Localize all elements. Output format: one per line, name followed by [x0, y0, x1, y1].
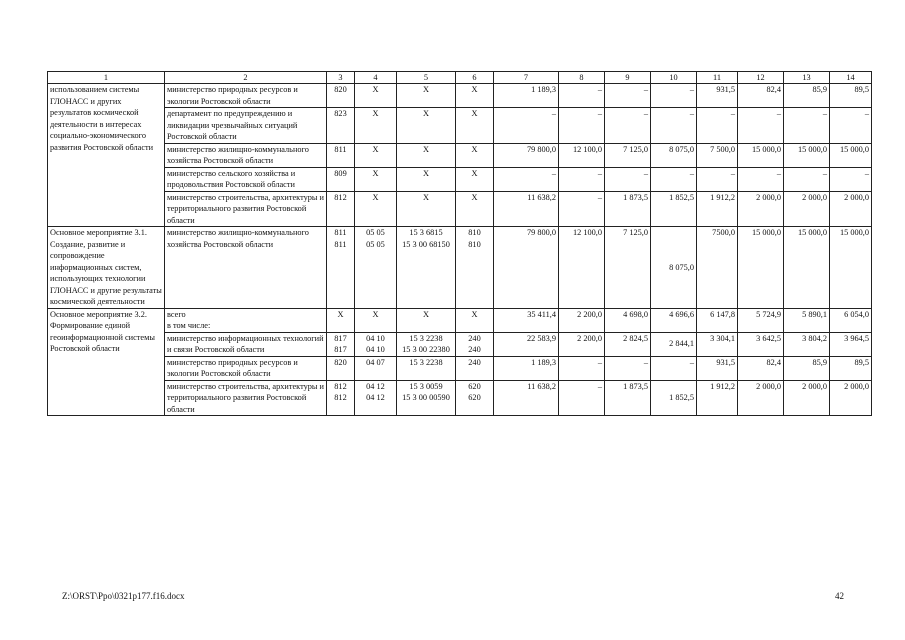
cell-line: 05 05	[366, 228, 385, 237]
col-num: 13	[784, 72, 830, 84]
amount-cell: 3 642,5	[738, 332, 784, 356]
amount-cell: 15 000,0	[738, 227, 784, 309]
amount-cell: 1 873,5	[605, 191, 651, 227]
page-number: 42	[835, 591, 844, 601]
code-cell: 812	[327, 191, 355, 227]
amount-cell: 85,9	[784, 84, 830, 108]
amount-cell: 1 852,5	[651, 191, 697, 227]
amount-cell: –	[559, 191, 605, 227]
cell-line: 620	[468, 393, 481, 402]
code-cell: 809	[327, 167, 355, 191]
amount-cell: 11 638,2	[494, 191, 559, 227]
amount-cell: 7 125,0	[605, 227, 651, 309]
amount-cell: 79 800,0	[494, 143, 559, 167]
table-row	[48, 167, 872, 191]
table-row	[48, 143, 872, 167]
amount-cell: –	[651, 167, 697, 191]
col-num: 7	[494, 72, 559, 84]
code-cell: Х	[397, 167, 456, 191]
amount-cell: –	[605, 356, 651, 380]
col-num: 14	[830, 72, 872, 84]
cell-line: 817	[334, 345, 347, 354]
cell-line: 240	[468, 345, 481, 354]
col-num: 5	[397, 72, 456, 84]
code-cell: Х	[456, 308, 494, 332]
amount-cell: –	[559, 108, 605, 144]
amount-cell: 5 724,9	[738, 308, 784, 332]
col-num: 8	[559, 72, 605, 84]
cell-line: 812	[334, 381, 347, 391]
code-cell: Х	[397, 143, 456, 167]
cell-line: 15 3 6815	[409, 228, 443, 237]
cell-line: 15 3 00 68150	[402, 239, 450, 249]
agency-cell: министерство строительства, архитектуры и территориального развития Ростовской области	[165, 380, 327, 416]
table-row	[48, 356, 872, 380]
table-row	[48, 332, 872, 356]
cell-line: 15 3 00 22380	[402, 345, 450, 354]
event-name-cell: Основное мероприятие 3.1. Создание, развитие и сопровождение информационных систем, использующих технологии ГЛОНАСС и другие результаты космической деятельности	[48, 227, 165, 309]
code-cell: 04 07	[355, 356, 397, 380]
amount-cell: 4 696,6	[651, 308, 697, 332]
col-num: 9	[605, 72, 651, 84]
amount-cell: –	[605, 84, 651, 108]
amount-cell: 8 075,0	[651, 143, 697, 167]
cell-line: 812	[334, 393, 347, 402]
amount-cell: –	[830, 108, 872, 144]
code-cell: Х	[397, 108, 456, 144]
code-cell: Х	[397, 191, 456, 227]
agency-cell: министерство жилищно-коммунального хозяйства Ростовской области	[165, 143, 327, 167]
amount-cell: 2 000,0	[738, 191, 784, 227]
code-cell	[397, 227, 456, 309]
col-num: 12	[738, 72, 784, 84]
agency-cell: министерство жилищно-коммунального хозяйства Ростовской области	[165, 227, 327, 309]
amount-cell: 3 964,5	[830, 332, 872, 356]
table-row	[48, 84, 872, 108]
amount-cell: 931,5	[697, 84, 738, 108]
agency-line: всего	[167, 309, 186, 319]
amount-cell: 1 873,5	[605, 380, 651, 416]
amount-cell: 6 147,8	[697, 308, 738, 332]
code-cell	[456, 227, 494, 309]
amount-cell: 2 200,0	[559, 332, 605, 356]
code-cell	[355, 332, 397, 356]
agency-cell: министерство природных ресурсов и экологии Ростовской области	[165, 84, 327, 108]
amount-cell: 15 000,0	[784, 227, 830, 309]
amount-cell: 931,5	[697, 356, 738, 380]
table-row	[48, 191, 872, 227]
amount-cell: 7 125,0	[605, 143, 651, 167]
cell-line: 15 3 0059	[409, 381, 443, 391]
agency-cell: департамент по предупреждению и ликвидации чрезвычайных ситуаций Ростовской области	[165, 108, 327, 144]
cell-line: 04 12	[366, 381, 385, 391]
amount-cell: 2 000,0	[784, 191, 830, 227]
code-cell: 823	[327, 108, 355, 144]
amount-cell: –	[784, 108, 830, 144]
agency-cell: министерство природных ресурсов и экологии Ростовской области	[165, 356, 327, 380]
code-cell	[355, 227, 397, 309]
amount-cell: –	[651, 108, 697, 144]
amount-cell: 22 583,9	[494, 332, 559, 356]
code-cell: Х	[355, 167, 397, 191]
amount-cell: 2 000,0	[738, 380, 784, 416]
amount-cell: 2 844,1	[651, 332, 697, 356]
cell-line: 04 10	[366, 333, 385, 343]
table-row	[48, 227, 872, 309]
amount-cell: 1 189,3	[494, 356, 559, 380]
cell-line: 810	[468, 228, 481, 237]
amount-cell: 8 075,0	[651, 227, 697, 309]
table-row	[48, 108, 872, 144]
code-cell: 811	[327, 143, 355, 167]
code-cell: Х	[456, 143, 494, 167]
amount-cell: 1 912,2	[697, 191, 738, 227]
amount-cell: 2 000,0	[830, 380, 872, 416]
table-row	[48, 308, 872, 332]
cell-line: 620	[468, 381, 481, 391]
code-cell: 820	[327, 84, 355, 108]
amount-cell: –	[738, 108, 784, 144]
amount-cell: 15 000,0	[830, 143, 872, 167]
amount-cell: –	[697, 108, 738, 144]
cell-line: 240	[468, 333, 481, 343]
amount-cell: 79 800,0	[494, 227, 559, 309]
amount-cell: 1 189,3	[494, 84, 559, 108]
code-cell: Х	[397, 84, 456, 108]
amount-cell: –	[651, 356, 697, 380]
amount-cell: 1 852,5	[651, 380, 697, 416]
col-num: 1	[48, 72, 165, 84]
amount-cell: 15 000,0	[830, 227, 872, 309]
code-cell: 240	[456, 356, 494, 380]
amount-cell: 2 200,0	[559, 308, 605, 332]
amount-cell: 2 000,0	[830, 191, 872, 227]
event-name-cell: Основное мероприятие 3.2. Формирование единой геоинформационной системы Ростовской области	[48, 308, 165, 416]
amount-cell: 7 500,0	[697, 143, 738, 167]
amount-cell: –	[559, 380, 605, 416]
amount-cell: –	[494, 167, 559, 191]
amount-cell: –	[494, 108, 559, 144]
code-cell: Х	[355, 191, 397, 227]
amount-cell: 2 000,0	[784, 380, 830, 416]
code-cell: Х	[456, 191, 494, 227]
code-cell	[456, 332, 494, 356]
cell-line: 810	[468, 239, 481, 249]
cell-line: 15 3 00 00590	[402, 393, 450, 402]
code-cell	[327, 227, 355, 309]
amount-cell: 4 698,0	[605, 308, 651, 332]
amount-cell: 2 824,5	[605, 332, 651, 356]
amount-cell: 11 638,2	[494, 380, 559, 416]
amount-cell: –	[605, 108, 651, 144]
table-row	[48, 380, 872, 416]
amount-cell: 15 000,0	[784, 143, 830, 167]
code-cell: Х	[355, 143, 397, 167]
amount-cell: –	[697, 167, 738, 191]
agency-line: в том числе:	[167, 321, 211, 330]
cell-line: 05 05	[366, 239, 385, 249]
amount-cell: 12 100,0	[559, 227, 605, 309]
cell-line: 04 10	[366, 345, 385, 354]
amount-cell: –	[605, 167, 651, 191]
code-cell	[327, 380, 355, 416]
col-num: 2	[165, 72, 327, 84]
amount-cell: 3 304,1	[697, 332, 738, 356]
col-num: 10	[651, 72, 697, 84]
amount-cell: 1 912,2	[697, 380, 738, 416]
code-cell: 820	[327, 356, 355, 380]
cell-line: 811	[334, 228, 347, 237]
event-name-cell: использованием системы ГЛОНАСС и других результатов космической деятельности в интересах социально-экономического развития Ростовской области	[48, 84, 165, 227]
amount-cell: 89,5	[830, 84, 872, 108]
code-cell: 15 3 2238	[397, 356, 456, 380]
code-cell: Х	[327, 308, 355, 332]
budget-table	[47, 71, 872, 416]
code-cell: Х	[456, 84, 494, 108]
amount-cell: 82,4	[738, 84, 784, 108]
amount-cell: –	[651, 84, 697, 108]
code-cell	[327, 332, 355, 356]
code-cell: Х	[355, 108, 397, 144]
amount-cell: 85,9	[784, 356, 830, 380]
col-num: 6	[456, 72, 494, 84]
cell-line: 04 12	[366, 393, 385, 402]
amount-cell: 15 000,0	[738, 143, 784, 167]
code-cell	[397, 380, 456, 416]
amount-cell: 89,5	[830, 356, 872, 380]
cell-line: 817	[334, 333, 347, 343]
code-cell: Х	[456, 108, 494, 144]
col-num: 11	[697, 72, 738, 84]
amount-cell: 5 890,1	[784, 308, 830, 332]
amount-cell: 7500,0	[697, 227, 738, 309]
file-path: Z:\ORST\Ppo\0321p177.f16.docx	[62, 591, 185, 601]
amount-cell: 6 054,0	[830, 308, 872, 332]
code-cell: Х	[355, 84, 397, 108]
code-cell	[355, 380, 397, 416]
column-number-row	[48, 72, 872, 84]
code-cell	[397, 332, 456, 356]
amount-cell: 35 411,4	[494, 308, 559, 332]
amount-cell: 3 804,2	[784, 332, 830, 356]
code-cell: Х	[456, 167, 494, 191]
amount-cell: 82,4	[738, 356, 784, 380]
agency-cell	[165, 308, 327, 332]
agency-cell: министерство сельского хозяйства и продовольствия Ростовской области	[165, 167, 327, 191]
cell-line: 811	[334, 239, 347, 249]
col-num: 4	[355, 72, 397, 84]
code-cell	[456, 380, 494, 416]
amount-cell: –	[738, 167, 784, 191]
agency-cell: министерство информационных технологий и связи Ростовской области	[165, 332, 327, 356]
amount-cell: –	[559, 167, 605, 191]
amount-cell: –	[559, 84, 605, 108]
amount-cell: –	[830, 167, 872, 191]
code-cell: Х	[355, 308, 397, 332]
amount-cell: –	[559, 356, 605, 380]
code-cell: Х	[397, 308, 456, 332]
agency-cell: министерство строительства, архитектуры и территориального развития Ростовской области	[165, 191, 327, 227]
amount-cell: 12 100,0	[559, 143, 605, 167]
col-num: 3	[327, 72, 355, 84]
amount-cell: –	[784, 167, 830, 191]
cell-line: 15 3 2238	[409, 333, 443, 343]
